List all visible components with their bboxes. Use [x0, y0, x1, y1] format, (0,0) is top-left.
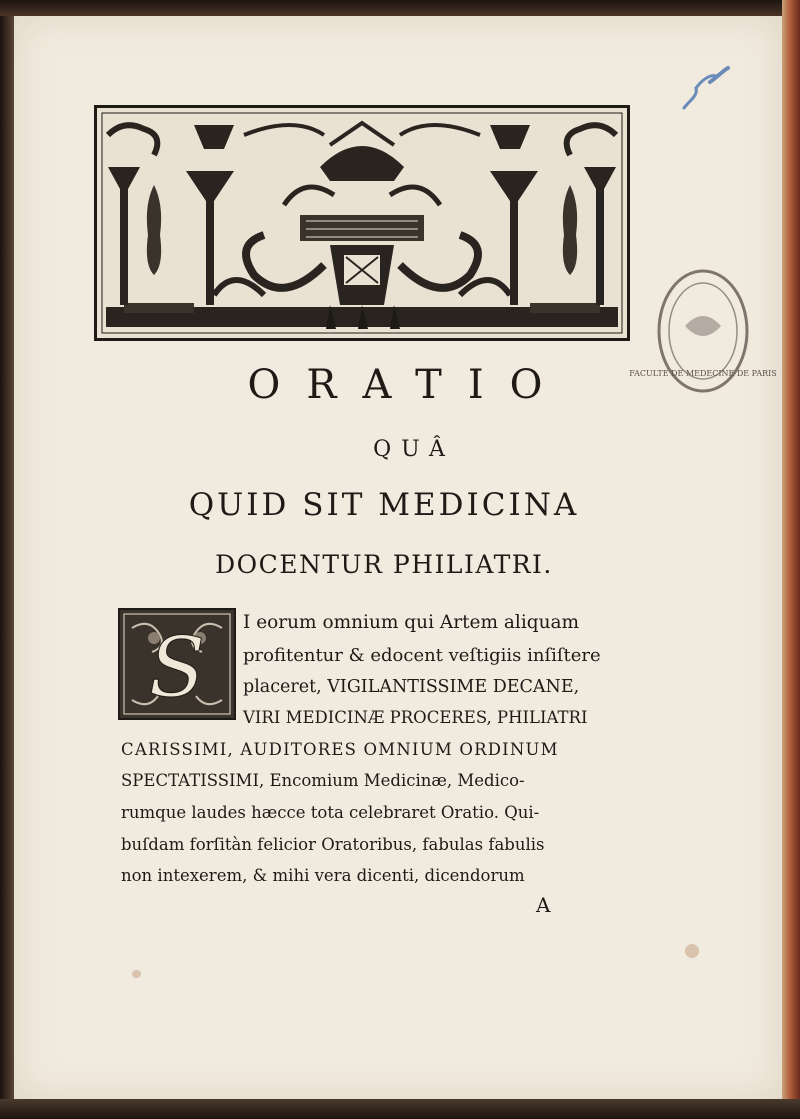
- body-line: placeret, VIGILANTISSIME DECANE,: [243, 677, 580, 697]
- book-top-edge: [0, 0, 800, 16]
- book-bottom-edge: [0, 1099, 800, 1119]
- body-line: profitentur & edocent veſtigiis inſiſtere: [243, 645, 601, 666]
- page-fore-edge: [782, 0, 800, 1119]
- pen-mark-icon: [676, 60, 736, 116]
- foxing-spot: [685, 944, 699, 958]
- signature-mark: A: [536, 893, 551, 917]
- body-line: rumque laudes hæcce tota celebraret Oratio. Qui-: [121, 803, 540, 822]
- body-line: CARISSIMI, AUDITORES OMNIUM ORDINUM: [121, 740, 559, 759]
- body-line: VIRI MEDICINÆ PROCERES, PHILIATRI: [243, 708, 588, 727]
- stamp-text: FACULTE DE MEDECINE DE PARIS: [629, 369, 777, 378]
- body-line: buſdam forſitàn felicior Oratoribus, fabulas fabulis: [121, 835, 545, 854]
- body-line: I eorum omnium qui Artem aliquam: [243, 612, 580, 633]
- decorated-initial: [118, 608, 236, 720]
- title-docentur-philiatri: DOCENTUR PHILIATRI.: [215, 550, 553, 579]
- initial-letter: S: [148, 621, 206, 716]
- title-oratio: ORATIO: [247, 362, 569, 408]
- title-qua: QUÂ: [373, 437, 455, 462]
- body-line: SPECTATISSIMI, Encomium Medicinæ, Medico-: [121, 771, 525, 790]
- ornamental-headpiece: [94, 105, 630, 341]
- foxing-spot: [132, 970, 141, 978]
- body-line: non intexerem, & mihi vera dicenti, dicendorum: [121, 866, 525, 885]
- title-quid-sit-medicina: QUID SIT MEDICINA: [188, 487, 580, 523]
